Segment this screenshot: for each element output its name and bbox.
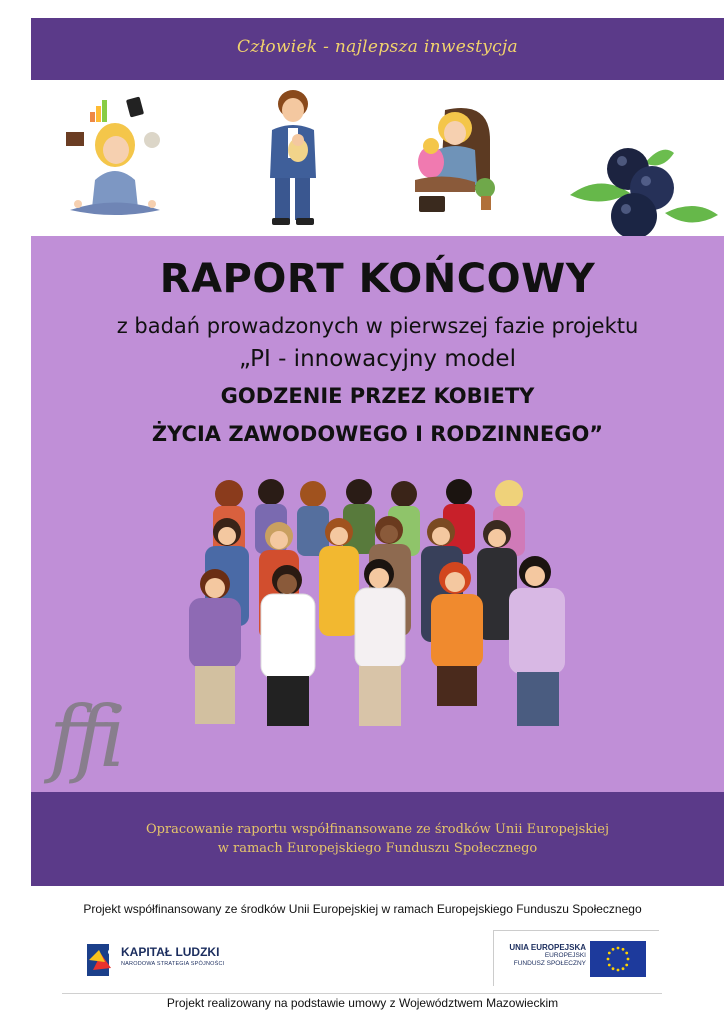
father-with-baby-illustration [258, 88, 328, 230]
eu-logo-text [498, 943, 586, 968]
group-of-people-illustration [179, 476, 589, 728]
kapital-ludzki-subtitle: NARODOWA STRATEGIA SPÓJNOŚCI [121, 961, 225, 967]
footer-divider [62, 993, 662, 994]
eu-social-fund-logo [493, 930, 659, 986]
report-subtitle-line-4: ŻYCIA ZAWODOWEGO I RODZINNEGO” [151, 422, 604, 446]
report-subtitle-line-3: GODZENIE PRZEZ KOBIETY [220, 384, 535, 408]
project-contract-note: Projekt realizowany na podstawie umowy z Województwem Mazowieckim [166, 996, 559, 1010]
ffi-watermark-logo: ffi [49, 688, 121, 786]
cofinancing-band [31, 792, 724, 886]
meditating-woman-illustration [60, 90, 170, 225]
eu-line-3: FUNDUSZ SPOŁECZNY [513, 960, 586, 967]
report-title: RAPORT KOŃCOWY [159, 256, 596, 302]
cofinancing-line-1: Opracowanie raportu współfinansowane ze środków Unii Europejskiej [145, 822, 610, 837]
kapital-ludzki-logo [85, 940, 245, 980]
mother-with-child-illustration [405, 100, 500, 218]
cover-panel [31, 236, 724, 792]
eu-flag-icon [590, 941, 646, 977]
cofinancing-line-2: w ramach Europejskiego Funduszu Społecznego [217, 841, 538, 856]
slogan: Człowiek - najlepsza inwestycja [237, 37, 518, 57]
cofinancing-text [31, 820, 724, 858]
header-band [31, 18, 724, 80]
report-subtitle-line-1: z badań prowadzonych w pierwszej fazie projektu [116, 314, 639, 338]
project-cofinanced-note: Projekt współfinansowany ze środków Unii Europejskiej w ramach Europejskiego Funduszu Społecznego [83, 902, 642, 916]
kapital-ludzki-emblem-icon [85, 940, 119, 980]
eu-line-2: EUROPEJSKI [544, 952, 586, 959]
eu-line-1: UNIA EUROPEJSKA [509, 943, 586, 952]
kapital-ludzki-name: KAPITAŁ LUDZKI [121, 945, 220, 959]
report-subtitle-line-2: „PI - innowacyjny model [239, 346, 516, 372]
